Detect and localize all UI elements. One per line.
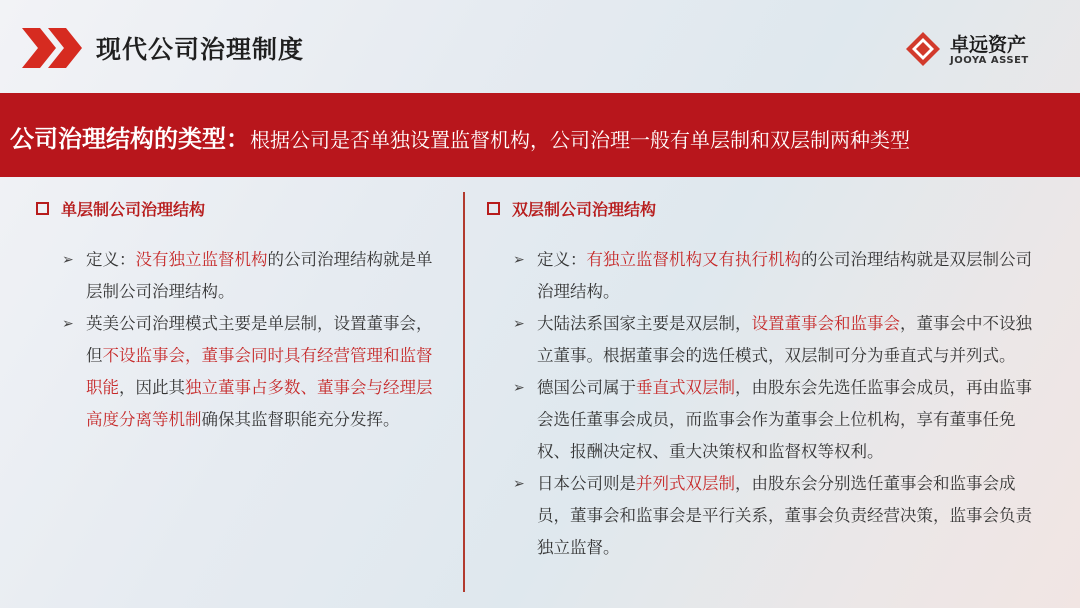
banner-description: 根据公司是否单独设置监督机构，公司治理一般有单层制和双层制两种类型 xyxy=(250,128,910,152)
square-bullet-icon xyxy=(487,202,500,215)
arrow-bullet-icon: ➢ xyxy=(513,476,525,492)
dual-tier-section xyxy=(487,194,1047,564)
list-item: ➢ 德国公司属于垂直式双层制，由股东会先选任监事会成员，再由监事会选任董事会成员，而监事会作为董事会上位机构，享有董事任免权、报酬决定权、重大决策权和监督权等权利。 xyxy=(511,372,1047,468)
logo-text-en: JOOYA ASSET xyxy=(950,55,1029,66)
section-heading: 单层制公司治理结构 xyxy=(61,199,206,219)
arrow-bullet-icon: ➢ xyxy=(62,316,74,332)
page-title: 现代公司治理制度 xyxy=(96,35,305,64)
list-item: ➢ 定义：没有独立监督机构的公司治理结构就是单层制公司治理结构。 xyxy=(60,244,446,308)
topic-banner xyxy=(0,93,1080,177)
arrow-bullet-icon: ➢ xyxy=(513,380,525,396)
double-chevron-icon xyxy=(22,28,86,68)
list-item: ➢ 英美公司治理模式主要是单层制，设置董事会，但不设监事会，董事会同时具有经营管理和监督职能，因此其独立董事占多数、董事会与经理层高度分离等机制确保其监督职能充分发挥。 xyxy=(60,308,446,436)
jooya-logo-icon xyxy=(906,32,940,66)
list-item: ➢ 定义：有独立监督机构又有执行机构的公司治理结构就是双层制公司治理结构。 xyxy=(511,244,1047,308)
single-tier-section xyxy=(36,194,446,436)
list-item: ➢ 大陆法系国家主要是双层制，设置董事会和监事会，董事会中不设独立董事。根据董事会的选任模式，双层制可分为垂直式与并列式。 xyxy=(511,308,1047,372)
logo-text-cn: 卓远资产 xyxy=(950,34,1027,56)
arrow-bullet-icon: ➢ xyxy=(513,316,525,332)
list-item: ➢ 日本公司则是并列式双层制，由股东会分别选任董事会和监事会成员，董事会和监事会是平行关系，董事会负责经营决策，监事会负责独立监督。 xyxy=(511,468,1047,564)
brand-logo xyxy=(906,30,1056,70)
square-bullet-icon xyxy=(36,202,49,215)
arrow-bullet-icon: ➢ xyxy=(513,252,525,268)
banner-label: 公司治理结构的类型： xyxy=(10,125,250,153)
column-divider xyxy=(463,192,465,592)
section-heading: 双层制公司治理结构 xyxy=(512,199,657,219)
arrow-bullet-icon: ➢ xyxy=(62,252,74,268)
